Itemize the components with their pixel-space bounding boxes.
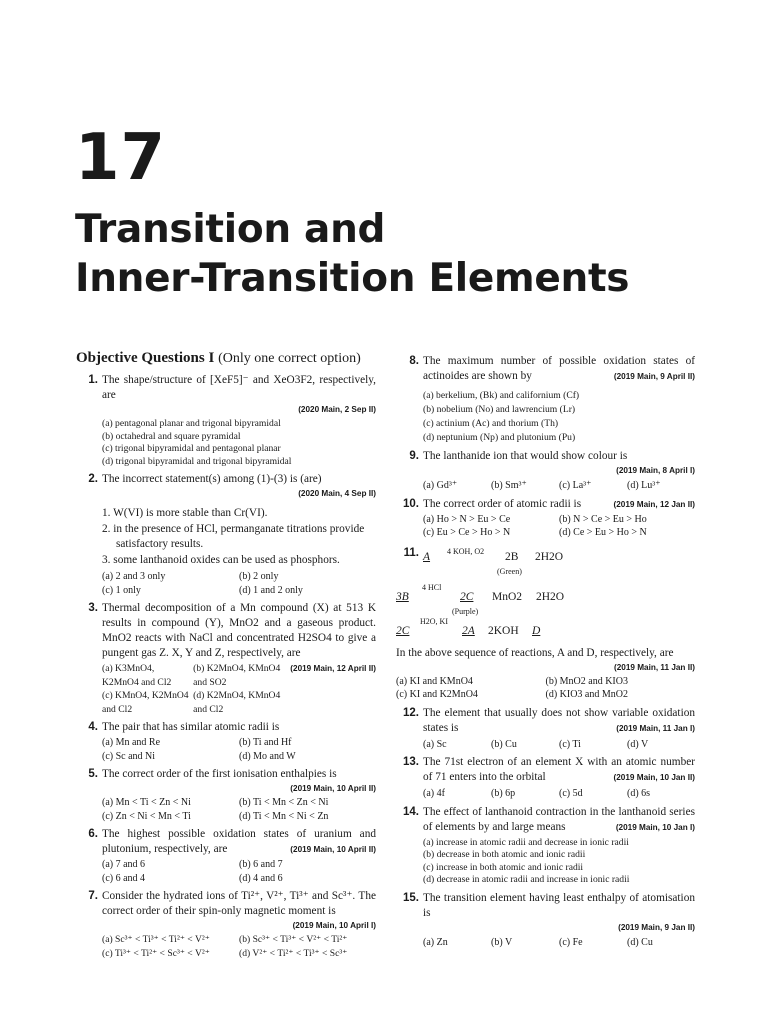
question-number: 15. — [403, 891, 419, 904]
option-d[interactable]: (d) KIO3 and MnO2 — [545, 689, 628, 700]
statement-2: 2. in the presence of HCl, permanganate titrations provide satisfactory results. — [102, 523, 365, 550]
option-a[interactable]: (a) Sc — [423, 738, 447, 750]
option-b[interactable]: (b) Ti < Mn < Zn < Ni — [239, 797, 329, 808]
question-number: 14. — [403, 805, 419, 818]
option-a[interactable]: (a) Gd³⁺ — [423, 480, 458, 491]
question-12 — [397, 706, 695, 752]
option-d[interactable]: (d) 1 and 2 only — [239, 584, 303, 596]
option-c[interactable]: (c) Sc and Ni — [102, 750, 156, 762]
question-text — [423, 805, 695, 835]
question-2 — [76, 472, 376, 597]
question-10 — [397, 497, 695, 540]
question-source: (2019 Main, 10 April I) — [292, 921, 376, 930]
option-b[interactable]: (b) V — [491, 936, 513, 948]
option-grid — [102, 933, 376, 960]
option-a[interactable]: (a) 7 and 6 — [102, 859, 146, 870]
product-b: 2B — [505, 550, 519, 563]
option-b[interactable]: (b) Sm³⁺ — [491, 480, 527, 491]
statement-3: 3. some lanthanoid oxides can be used as phosphors. — [102, 554, 340, 566]
option-a[interactable]: (a) berkelium, (Bk) and californium (Cf) — [423, 390, 580, 401]
question-text: The correct order of the first ionisation enthalpies is — [102, 768, 337, 780]
option-a[interactable]: (a) Sc³⁺ < Ti³⁺ < Ti²⁺ < V²⁺ — [102, 934, 210, 945]
product-water: 2H2O — [535, 550, 564, 563]
question-source: (2019 Main, 10 Jan II) — [613, 773, 695, 782]
question-number: 10. — [403, 497, 419, 510]
option-c[interactable]: (c) trigonal bipyramidal and pentagonal planar — [102, 443, 281, 454]
option-grid — [423, 738, 695, 752]
question-text-body: Thermal decomposition of a Mn compound (X) at 513 K results in compound (Y), MnO2 and a gaseous product. MnO2 reacts with NaCl and concentrated H2SO4 to give a pungent gas Z. X, Y and Z, respectively, are — [102, 602, 376, 659]
option-grid — [102, 662, 284, 716]
question-number: 5. — [88, 768, 98, 780]
option-c[interactable]: (c) Ti³⁺ < Ti²⁺ < Sc³⁺ < V²⁺ — [102, 947, 210, 959]
option-a[interactable]: (a) increase in atomic radii and decrease in ionic radii — [423, 836, 629, 848]
question-text — [423, 497, 695, 512]
left-column — [76, 350, 376, 964]
question-number: 3. — [88, 602, 98, 614]
question-text-body: The element that usually does not show variable oxidation states is — [423, 706, 695, 734]
option-c[interactable]: (c) Zn < Ni < Mn < Ti — [102, 810, 191, 822]
option-list — [423, 389, 695, 445]
question-number: 2. — [88, 473, 98, 485]
question-source: (2019 Main, 10 April II) — [290, 845, 376, 854]
product-mno2: MnO2 — [492, 590, 523, 603]
option-d[interactable]: (d) Ti < Mn < Ni < Zn — [239, 810, 329, 822]
option-grid — [396, 675, 695, 702]
question-1 — [76, 373, 376, 468]
product-a: 2A — [462, 624, 475, 637]
option-c[interactable]: (c) Ti — [559, 738, 581, 750]
question-text: In the above sequence of reactions, A and D, respectively, are — [396, 646, 674, 659]
option-a[interactable]: (a) Zn — [423, 936, 448, 948]
question-text — [423, 354, 695, 384]
option-c[interactable]: (c) KMnO4, K2MnO4 and Cl2 — [102, 690, 189, 715]
option-b[interactable]: (b) MnO2 and KIO3 — [545, 675, 628, 687]
question-5 — [76, 767, 376, 823]
option-grid — [423, 787, 695, 801]
option-list — [423, 837, 695, 887]
question-source: (2019 Main, 12 April II) — [290, 664, 376, 673]
question-source: (2019 Main, 8 April I) — [616, 466, 695, 475]
question-number: 8. — [409, 355, 419, 367]
option-d[interactable]: (d) Cu — [627, 936, 653, 948]
option-b[interactable]: (b) Ti and Hf — [239, 737, 292, 748]
option-grid — [102, 736, 376, 763]
option-a[interactable]: (a) K3MnO4, K2MnO4 and Cl2 — [102, 663, 172, 688]
reactant-c: 2C — [396, 624, 410, 637]
option-b[interactable]: (b) K2MnO4, KMnO4 and SO2 — [193, 663, 281, 688]
option-d[interactable]: (d) 6s — [627, 788, 651, 799]
option-a[interactable]: (a) Mn and Re — [102, 737, 161, 748]
question-source: (2020 Main, 2 Sep II) — [298, 405, 376, 414]
question-15 — [397, 891, 695, 950]
option-a[interactable]: (a) Ho > N > Eu > Ce — [423, 513, 511, 525]
option-c[interactable]: (c) Eu > Ce > Ho > N — [423, 527, 511, 538]
question-11 — [397, 546, 695, 702]
option-b[interactable]: (b) decrease in both atomic and ionic radii — [423, 849, 586, 860]
chapter-title-line1: Transition and — [75, 207, 386, 252]
reaction-condition: 4 HCl — [422, 582, 442, 592]
option-d[interactable]: (d) Lu³⁺ — [627, 480, 661, 491]
question-8 — [397, 354, 695, 445]
product-d: D — [532, 624, 541, 637]
question-source: (2019 Main, 10 Jan I) — [615, 822, 695, 832]
question-number: 11. — [403, 546, 419, 559]
question-text-body: The correct order of atomic radii is — [423, 497, 582, 510]
option-a[interactable]: (a) 4f — [423, 788, 445, 799]
question-source: (2019 Main, 12 Jan II) — [613, 499, 695, 509]
reactant-a: A — [423, 550, 431, 563]
question-source: (2019 Main, 10 April II) — [290, 784, 376, 793]
question-text-body: The 71st electron of an element X with an atomic number of 71 enters into the orbital — [423, 756, 695, 783]
section-subtitle: (Only one correct option) — [218, 351, 361, 366]
option-grid — [102, 570, 376, 597]
question-text: Consider the hydrated ions of Ti²⁺, V²⁺, Ti³⁺ and Sc³⁺. The correct order of their spin-only magnetic moment is — [102, 890, 376, 917]
option-b[interactable]: (b) 2 only — [239, 571, 279, 582]
section-title: Objective Questions I — [76, 350, 215, 366]
reaction-2 — [396, 584, 668, 614]
option-a[interactable]: (a) 2 and 3 only — [102, 571, 166, 582]
question-source: (2019 Main, 9 Jan II) — [618, 922, 695, 932]
reactant-b: 3B — [396, 590, 409, 603]
question-source: (2019 Main, 9 April II) — [613, 372, 695, 381]
question-text — [423, 755, 695, 785]
question-text-body: The effect of lanthanoid contraction in the lanthanoid series of elements by and large means — [423, 805, 695, 833]
option-d[interactable]: (d) neptunium (Np) and plutonium (Pu) — [423, 432, 576, 443]
option-d[interactable]: (d) decrease in atomic radii and increase in ionic radii — [423, 874, 630, 885]
reaction-1 — [423, 546, 695, 584]
right-column — [397, 354, 695, 953]
product-c: 2C — [460, 590, 474, 603]
question-source: (2019 Main, 11 Jan II) — [613, 662, 695, 672]
question-9 — [397, 449, 695, 493]
option-grid — [423, 513, 695, 540]
question-number: 12. — [403, 706, 419, 719]
option-c[interactable]: (c) KI and K2MnO4 — [396, 689, 478, 700]
option-b[interactable]: (b) octahedral and square pyramidal — [102, 430, 241, 442]
reaction-condition: 4 KOH, O2 — [447, 546, 485, 556]
question-number: 4. — [88, 721, 98, 733]
question-13 — [397, 755, 695, 801]
option-d[interactable]: (d) 4 and 6 — [239, 872, 283, 884]
product-note: (Green) — [497, 566, 522, 576]
option-b[interactable]: (b) Cu — [491, 738, 517, 750]
section-heading — [76, 350, 376, 367]
question-number: 7. — [88, 890, 98, 902]
statement-1: 1. W(VI) is more stable than Cr(VI). — [102, 507, 268, 519]
chapter-title — [75, 205, 735, 303]
question-text: The incorrect statement(s) among (1)-(3) is (are) — [102, 473, 322, 485]
option-a[interactable]: (a) Mn < Ti < Zn < Ni — [102, 797, 191, 808]
option-b[interactable]: (b) nobelium (No) and lawrencium (Lr) — [423, 404, 576, 415]
question-number: 9. — [409, 450, 419, 462]
option-c[interactable]: (c) 5d — [559, 788, 583, 799]
option-c[interactable]: (c) increase in both atomic and ionic radii — [423, 861, 584, 873]
question-text-body: The maximum number of possible oxidation states of actinoides are shown by — [423, 355, 695, 382]
product-koh: 2KOH — [488, 624, 519, 637]
option-c[interactable]: (c) 6 and 4 — [102, 872, 146, 884]
option-d[interactable]: (d) trigonal bipyramidal and trigonal bipyramidal — [102, 455, 292, 467]
option-grid — [423, 479, 695, 493]
option-a[interactable]: (a) pentagonal planar and trigonal bipyramidal — [102, 418, 281, 429]
option-b[interactable]: (b) 6 and 7 — [239, 859, 283, 870]
option-list — [102, 418, 376, 468]
question-text: The transition element having least enthalpy of atomisation is — [423, 891, 695, 919]
question-number: 13. — [403, 756, 419, 768]
question-text: The lanthanide ion that would show colour is — [423, 450, 628, 462]
question-text — [102, 601, 376, 673]
option-d[interactable]: (d) Ce > Eu > Ho > N — [559, 527, 647, 538]
reaction-3 — [396, 614, 668, 642]
option-d[interactable]: (d) V²⁺ < Ti²⁺ < Ti³⁺ < Sc³⁺ — [239, 947, 348, 959]
option-d[interactable]: (d) V — [627, 738, 649, 750]
question-source: (2019 Main, 11 Jan I) — [616, 723, 695, 733]
option-grid — [423, 936, 695, 950]
question-source: (2020 Main, 4 Sep II) — [298, 489, 376, 498]
option-c[interactable]: (c) actinium (Ac) and thorium (Th) — [423, 418, 559, 429]
option-a[interactable]: (a) KI and KMnO4 — [396, 675, 473, 687]
option-grid — [102, 796, 376, 823]
option-d[interactable]: (d) K2MnO4, KMnO4 and Cl2 — [193, 690, 281, 715]
question-number: 1. — [88, 374, 98, 386]
option-b[interactable]: (b) Sc³⁺ < Ti³⁺ < V²⁺ < Ti²⁺ — [239, 934, 348, 945]
question-text-body: The highest possible oxidation states of uranium and plutonium, respectively, are — [102, 828, 376, 855]
option-d[interactable]: (d) Mo and W — [239, 750, 296, 762]
question-14 — [397, 805, 695, 887]
option-b[interactable]: (b) N > Ce > Eu > Ho — [559, 513, 647, 525]
question-6 — [76, 827, 376, 885]
question-text — [423, 706, 695, 736]
option-c[interactable]: (c) Fe — [559, 936, 583, 948]
question-text — [102, 827, 376, 857]
question-number: 6. — [88, 828, 98, 840]
chapter-number: 17 — [75, 121, 167, 195]
reaction-condition: H2O, KI — [420, 616, 448, 626]
question-3 — [76, 601, 376, 716]
question-text: The shape/structure of [XeF5]⁻ and XeO3F2, respectively, are — [102, 374, 376, 401]
question-4 — [76, 720, 376, 763]
statement-list — [102, 506, 376, 568]
option-c[interactable]: (c) 1 only — [102, 584, 141, 596]
question-7 — [76, 889, 376, 960]
option-c[interactable]: (c) La³⁺ — [559, 480, 592, 491]
question-text: The pair that has similar atomic radii is — [102, 721, 280, 733]
product-water: 2H2O — [536, 590, 565, 603]
chapter-title-line2: Inner-Transition Elements — [75, 256, 630, 301]
option-grid — [102, 858, 376, 885]
option-b[interactable]: (b) 6p — [491, 788, 516, 799]
product-note: (Purple) — [452, 606, 479, 616]
